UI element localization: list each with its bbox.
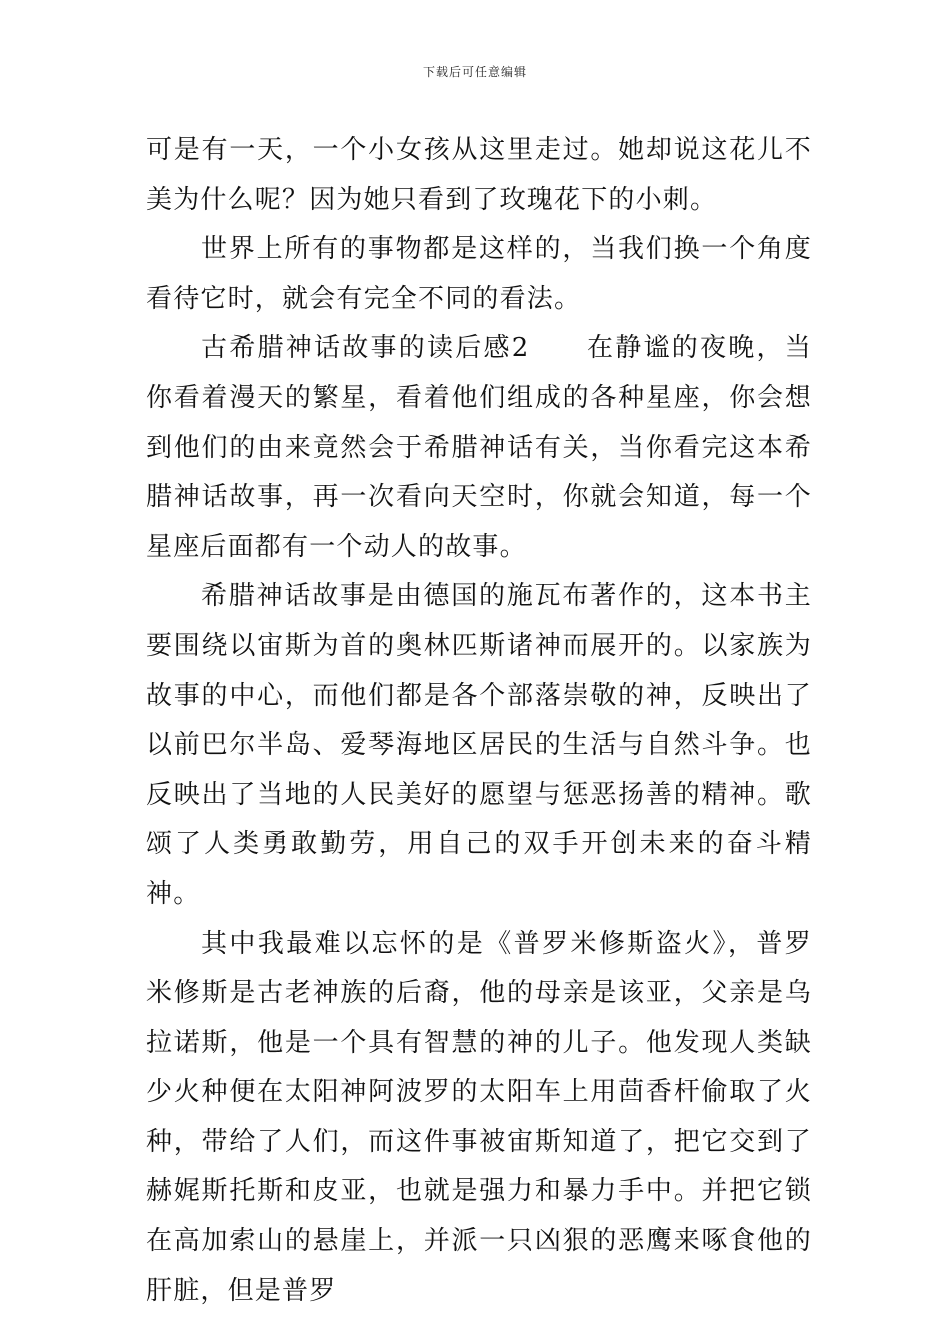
page-header-note: 下载后可任意编辑: [422, 65, 527, 79]
paragraph-4: 希腊神话故事是由德国的施瓦布著作的，这本书主要围绕以宙斯为首的奥林匹斯诸神而展开的。以家族为故事的中心，而他们都是各个部落崇敬的神，反映出了以前巴尔半岛、爱琴海地区居民的生活与自然斗争。也反映出了当地的人民美好的愿望与惩恶扬善的精神。歌颂了人类勇敢勤劳，用自己的双手开创未来的奋斗精神。: [146, 581, 812, 909]
paragraph-5: 其中我最难以忘怀的是《普罗米修斯盗火》，普罗米修斯是古老神族的后裔，他的母亲是该亚，父亲是乌拉诺斯，他是一个具有智慧的神的儿子。他发现人类缺少火种便在太阳神阿波罗的太阳车上用茴香杆偷取了火种，带给了人们，而这件事被宙斯知道了，把它交到了赫娓斯托斯和皮亚，也就是强力和暴力手中。并把它锁在高加索山的悬崖上，并派一只凶狠的恶鹰来啄食他的肝脏，但是普罗: [146, 928, 812, 1306]
document-body: [146, 126, 812, 1316]
paragraph-1: 可是有一天，一个小女孩从这里走过。她却说这花儿不美为什么呢？因为她只看到了玫瑰花下的小刺。: [146, 135, 812, 215]
paragraph-3: 古希腊神话故事的读后感2 在静谧的夜晚，当你看着漫天的繁星，看着他们组成的各种星座，你会想到他们的由来竟然会于希腊神话有关，当你看完这本希腊神话故事，再一次看向天空时，你就会知道，每一个星座后面都有一个动人的故事。: [146, 333, 812, 562]
paragraph-2: 世界上所有的事物都是这样的，当我们换一个角度看待它时，就会有完全不同的看法。: [146, 234, 812, 314]
